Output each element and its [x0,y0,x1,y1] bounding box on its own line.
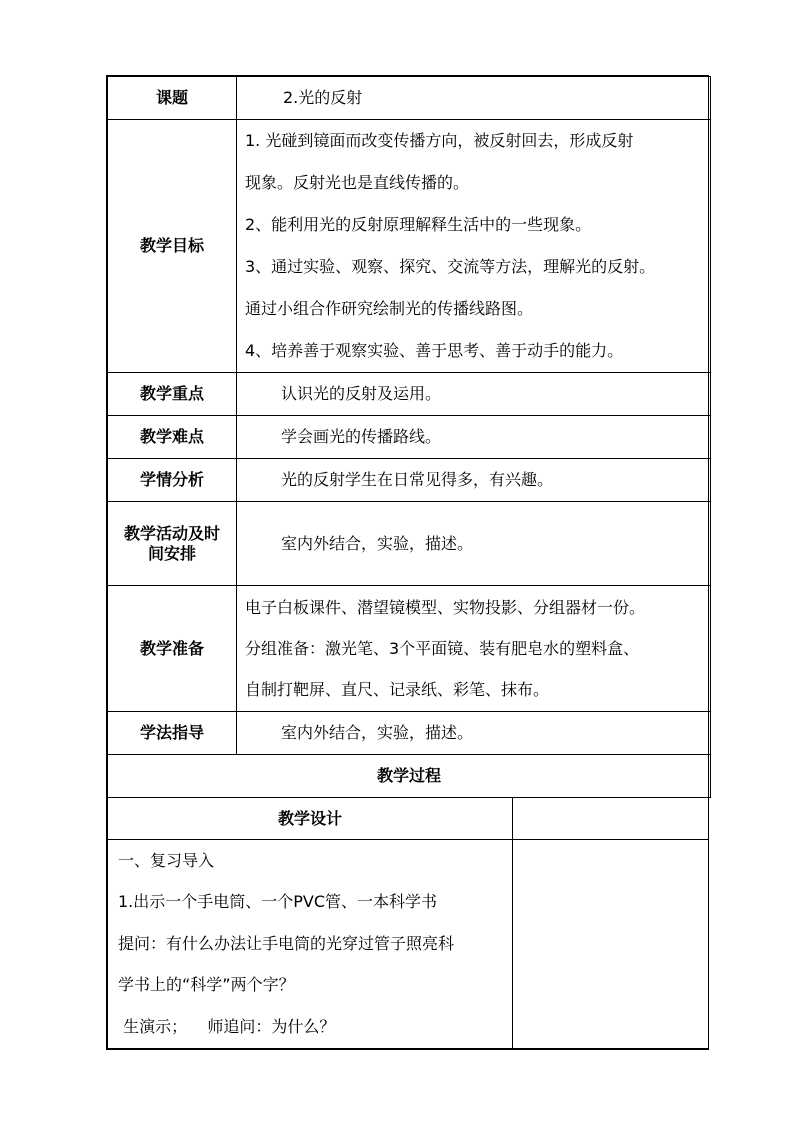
process-line: 生演示； 师追问：为什么？ [118,1016,336,1036]
design-heading-row [108,798,709,840]
design-side-heading [513,798,709,840]
process-line: 1.出示一个手电筒、一个PVC管、一本科学书 [118,892,438,912]
objective-line: 2、能利用光的反射原理解释生活中的一些现象。 [245,215,592,234]
difficulties-label: 教学难点 [108,416,237,459]
objectives-content [237,120,711,373]
method-value: 室内外结合，实验，描述。 [237,712,711,755]
process-heading-row [108,755,711,798]
analysis-label: 学情分析 [108,459,237,502]
objective-line: 3、通过实验、观察、探究、交流等方法，理解光的反射。 [245,257,656,276]
key-points-row [108,373,711,416]
method-label: 学法指导 [108,712,237,755]
objective-line: 现象。反射光也是直线传播的。 [245,173,470,192]
process-line: 一、复习导入 [118,850,215,870]
preparation-row [108,586,711,712]
activities-label-line1: 教学活动及时 [123,523,220,543]
process-line: 提问：有什么办法让手电筒的光穿过管子照亮科 [118,933,455,953]
preparation-label: 教学准备 [108,586,237,712]
preparation-line: 电子白板课件、潜望镜模型、实物投影、分组器材一份。 [245,597,646,617]
objective-line: 通过小组合作研究绘制光的传播线路图。 [245,299,534,318]
topic-value: 2.光的反射 [237,77,711,120]
objective-line: 1. 光碰到镜面而改变传播方向，被反射回去，形成反射 [245,131,634,150]
preparation-content [237,586,711,712]
difficulties-row [108,416,711,459]
topic-row [108,77,711,120]
preparation-line: 分组准备：激光笔、3个平面镜、装有肥皂水的塑料盒、 [245,638,640,658]
activities-row [108,502,711,586]
design-heading: 教学设计 [108,798,513,840]
design-content-row [108,840,709,1049]
key-points-label: 教学重点 [108,373,237,416]
activities-value: 室内外结合，实验，描述。 [237,502,711,586]
activities-label-line2: 间安排 [147,543,196,563]
process-line: 学书上的“科学”两个字？ [118,975,295,995]
topic-label: 课题 [108,77,237,120]
design-notes-cell [513,840,709,1049]
analysis-row [108,459,711,502]
process-heading: 教学过程 [108,755,711,798]
lesson-info-grid [107,76,711,798]
process-grid [107,797,709,1049]
difficulties-value: 学会画光的传播路线。 [237,416,711,459]
preparation-line: 自制打靶屏、直尺、记录纸、彩笔、抹布。 [245,679,550,699]
activities-label [108,502,237,586]
lesson-plan-table [106,75,709,1050]
analysis-value: 光的反射学生在日常见得多，有兴趣。 [237,459,711,502]
method-row [108,712,711,755]
objective-line: 4、培养善于观察实验、善于思考、善于动手的能力。 [245,341,624,360]
key-points-value: 认识光的反射及运用。 [237,373,711,416]
objectives-label: 教学目标 [108,120,237,373]
design-content [108,840,513,1049]
objectives-row [108,120,711,373]
